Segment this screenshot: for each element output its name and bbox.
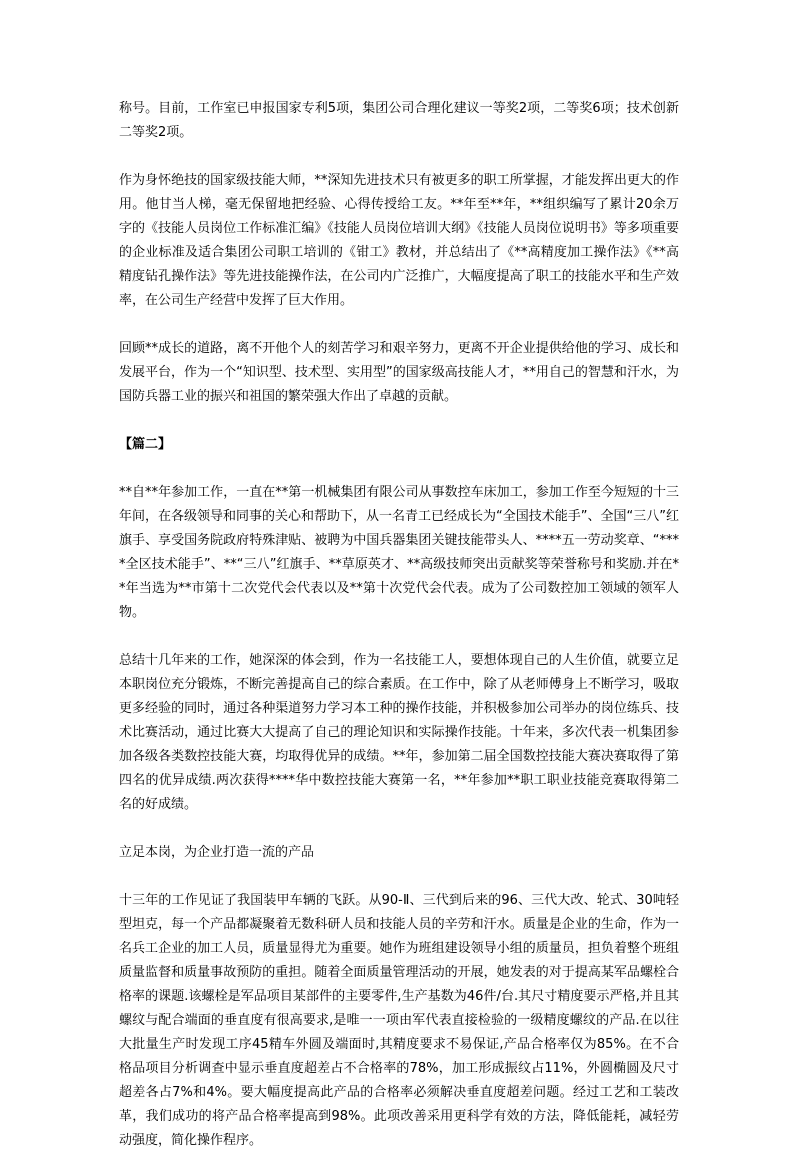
document-body <box>119 97 679 1153</box>
paragraph-skill-sharing: 作为身怀绝技的国家级技能大师，**深知先进技术只有被更多的职工所掌握，才能发挥出更大的作用。他甘当人梯，毫无保留地把经验、心得传授给工友。**年至**年，**组织编写了累计20余万字的《技能人员岗位工作标准汇编》《技能人员岗位培训大纲》《技能人员岗位说明书》等多项重要的企业标准及适合集团公司职工培训的《钳工》教材，并总结出了《**高精度加工操作法》《**高精度钻孔操作法》等先进技能操作法，在公司内广泛推广，大幅度提高了职工的技能水平和生产效率，在公司生产经营中发挥了巨大作用。 <box>119 173 679 308</box>
paragraph-honors-summary: 称号。目前，工作室已申报国家专利5项，集团公司合理化建议一等奖2项，二等奖6项；技术创新二等奖2项。 <box>119 101 679 140</box>
paragraph-career-intro: **自**年参加工作，一直在**第一机械集团有限公司从事数控车床加工，参加工作至今短短的十三年间，在各级领导和同事的关心和帮助下，从一名青工已经成长为“全国技术能手”、全国“三八”红旗手、享受国务院政府特殊津贴、被聘为中国兵器集团关键技能带头人、****五一劳动奖章、“****全区技术能手”、**“三八”红旗手、**草原英才、**高级技师突出贡献奖等荣誉称号和奖励.并在**年当选为**市第十二次党代会代表以及**第十次党代会代表。成为了公司数控加工领域的领军人物。 <box>119 485 679 620</box>
section-heading: 【篇二】 <box>119 437 172 452</box>
paragraph-growth-review: 回顾**成长的道路，离不开他个人的刻苦学习和艰辛努力，更离不开企业提供给他的学习、成长和发展平台，作为一个“知识型、技术型、实用型”的国家级高技能人才，**用自己的智慧和汗水，为国防兵器工业的振兴和祖国的繁荣强大作出了卓越的贡献。 <box>119 341 679 404</box>
paragraph-work-summary: 总结十几年来的工作，她深深的体会到，作为一名技能工人，要想体现自己的人生价值，就要立足本职岗位充分锻炼，不断完善提高自己的综合素质。在工作中，除了从老师傅身上不断学习，吸取更多经验的同时，通过各种渠道努力学习本工种的操作技能，并积极参加公司举办的岗位练兵、技术比赛活动，通过比赛大大提高了自己的理论知识和实际操作技能。十年来，多次代表一机集团参加各级各类数控技能大赛，均取得优异的成绩。**年，参加第二届全国数控技能大赛决赛取得了第四名的优异成绩.两次获得****华中数控技能大赛第一名，**年参加**职工职业技能竞赛取得第二名的好成绩。 <box>119 653 679 812</box>
paragraph-quality-improvement: 十三年的工作见证了我国装甲车辆的飞跃。从90-Ⅱ、三代到后来的96、三代大改、轮式、30吨轻型坦克，每一个产品都凝聚着无数科研人员和技能人员的辛劳和汗水。质量是企业的生命，作为一名兵工企业的加工人员，质量显得尤为重要。她作为班组建设领导小组的质量员，担负着整个班组质量监督和质量事故预防的重担。随着全面质量管理活动的开展，她发表的对于提高某军品螺栓合格率的课题.该螺栓是军品项目某部件的主要零件,生产基数为46件/台.其尺寸精度要示严格,并且其螺纹与配合端面的垂直度有很高要求,是唯一一项由军代表直接检验的一级精度螺纹的产品.在以往大批量生产时发现工序45精车外圆及端面时,其精度要求不易保证,产品合格率仅为85%。在不合格品项目分析调查中显示垂直度超差占不合格率的78%，加工形成振纹占11%，外圆椭圆及尺寸超差各占7%和4%。要大幅度提高此产品的合格率必须解决垂直度超差问题。经过工艺和工装改革，我们成功的将产品合格率提高到98%。此项改善采用更科学有效的方法，降低能耗，减轻劳动强度，简化操作程序。 <box>119 893 679 1148</box>
subheading-quality: 立足本岗，为企业打造一流的产品 <box>119 845 315 860</box>
